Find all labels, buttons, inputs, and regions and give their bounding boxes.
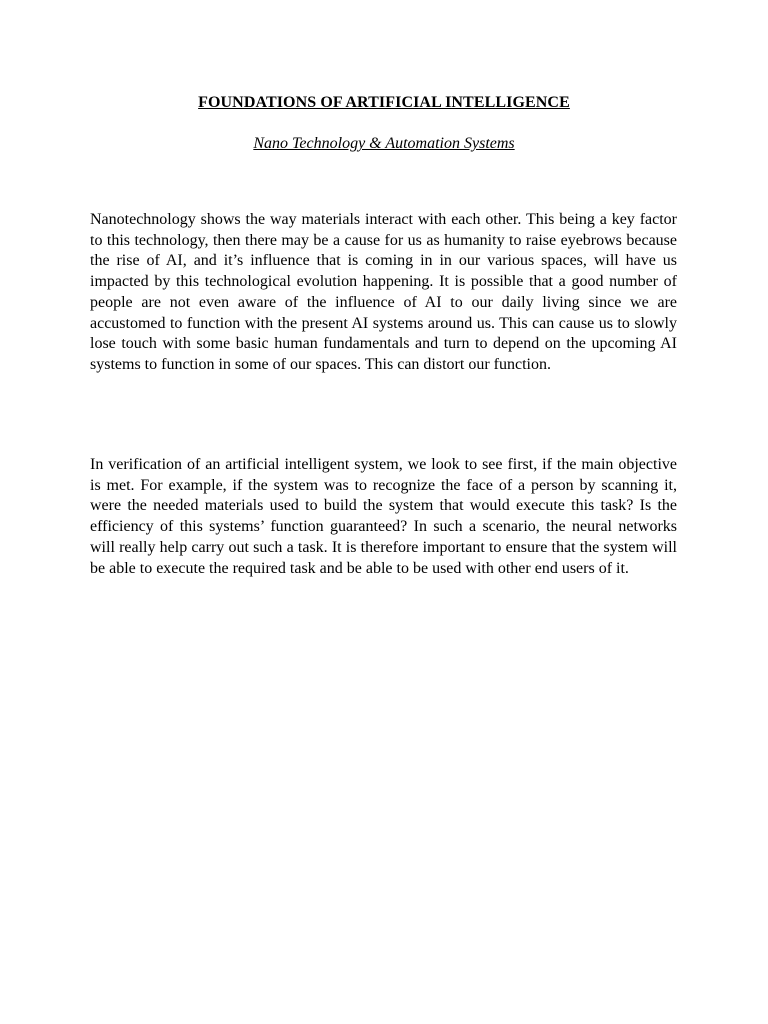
document-subtitle: Nano Technology & Automation Systems bbox=[253, 135, 515, 152]
document-title: FOUNDATIONS OF ARTIFICIAL INTELLIGENCE bbox=[198, 94, 570, 111]
body-paragraph-1: Nanotechnology shows the way materials interact with each other. This being a key factor to this technology, then there may be a cause for us as humanity to raise eyebrows because the rise of AI, and it’s influence that is coming in in our various spaces, will have us impacted by this technological evolution happening. It is possible that a good number of people are not even aware of the influence of AI to our daily living since we are accustomed to function with the present AI systems around us. This can cause us to slowly lose touch with some basic human fundamentals and turn to depend on the upcoming AI systems to function in some of our spaces. This can distort our function. bbox=[90, 211, 677, 373]
body-paragraph-2: In verification of an artificial intelligent system, we look to see first, if the main objective is met. For example, if the system was to recognize the face of a person by scanning it, were the needed materials used to build the system that would execute this task? Is the efficiency of this systems’ function guaranteed? In such a scenario, the neural networks will really help carry out such a task. It is therefore important to ensure that the system will be able to execute the required task and be able to be used with other end users of it. bbox=[90, 456, 677, 577]
